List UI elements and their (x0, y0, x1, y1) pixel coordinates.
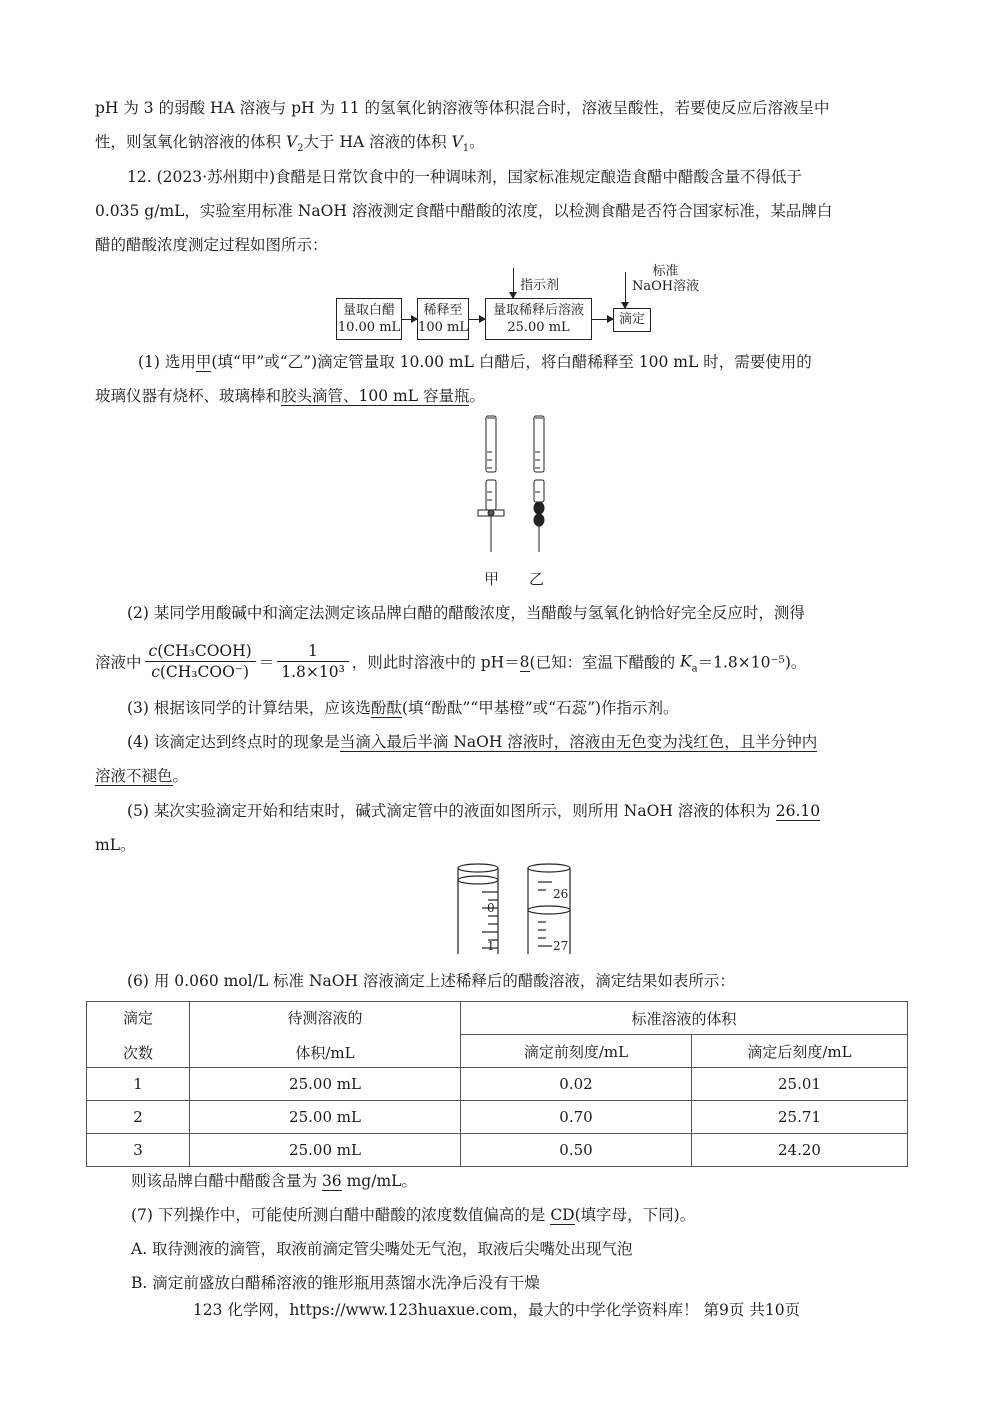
table-row: 1 25.00 mL 0.02 25.01 (87, 1068, 908, 1101)
value-fraction: $\frac{1}{\text{1.8×10³}}$ (277, 642, 349, 681)
header-standard: 标准溶液的体积 (461, 1002, 908, 1035)
answer-blank: 当滴入最后半滴 NaOH 溶液时，溶液由无色变为浅红色，且半分钟内 (339, 733, 818, 751)
text: 。 (469, 133, 485, 151)
answer-blank: 8 (519, 652, 530, 671)
tick-27: 27 (553, 939, 569, 953)
answer-blank: CD (550, 1206, 575, 1224)
answer-blank: 26.10 (775, 802, 821, 820)
header-before: 滴定前刻度/mL (461, 1035, 692, 1068)
std-arrow (625, 272, 626, 308)
burette-label-jia: 甲 (484, 570, 500, 588)
header-volume: 待测溶液的 体积/mL (190, 1002, 461, 1068)
flow-box-titrate: 滴定 (613, 308, 651, 332)
q12-line-1: 12. (2023·苏州期中)食醋是日常饮食中的一种调味剂，国家标准规定酿造食醋中醋酸含量不得低于 (127, 168, 803, 186)
sub: 1 (462, 143, 470, 155)
table-row: 2 25.00 mL 0.70 25.71 (87, 1101, 908, 1134)
burette-jia (478, 416, 504, 552)
indicator-arrow (513, 268, 514, 298)
p2-line-1: (2) 某同学用酸碱中和滴定法测定该品牌白醋的醋酸浓度，当醋酸与氢氧化钠恰好完全反应时，测得 (127, 604, 805, 622)
flow-arrow (469, 319, 485, 320)
answer-blank: 酚酞 (370, 699, 402, 717)
flow-box-measure: 量取白醋 10.00 mL (336, 298, 402, 340)
std-label: 标准 NaOH溶液 (632, 264, 700, 294)
tick-0: 0 (487, 901, 495, 915)
burette-yi (534, 416, 544, 552)
answer-blank: 36 (321, 1172, 342, 1190)
p4-line-2: 溶液不褪色。 (95, 767, 189, 785)
flow-arrow (402, 319, 417, 320)
burette-label-yi: 乙 (529, 570, 545, 588)
p1-line-2: 玻璃仪器有烧杯、玻璃棒和胶头滴管、100 mL 容量瓶。 (95, 387, 485, 405)
p7-line: (7) 下列操作中，可能使所测白醋中醋酸的浓度数值偏高的是 CD(填字母，下同)。 (131, 1206, 696, 1224)
answer-blank: 胶头滴管、100 mL 容量瓶 (281, 387, 470, 405)
p4-line-1: (4) 该滴定达到终点时的现象是当滴入最后半滴 NaOH 溶液时，溶液由无色变为浅红色，且半分钟内 (127, 733, 818, 751)
titration-table (86, 1001, 908, 1167)
flow-box-dilute: 稀释至 100 mL (417, 298, 469, 340)
p1-line-1: (1) 选用甲(填“甲”或“乙”)滴定管量取 10.00 mL 白醋后，将白醋稀释至 100 mL 时，需要使用的 (138, 353, 812, 371)
header-after: 滴定后刻度/mL (692, 1035, 908, 1068)
ratio-fraction: $\frac{\text{c(CH₃COOH)}}{\text{c(CH₃COO⁻)}}$ (145, 642, 256, 681)
var-v: V (285, 133, 298, 151)
p5-line-2: mL。 (95, 836, 136, 854)
answer-blank: 甲 (195, 353, 212, 371)
answer-blank: 溶液不褪色 (95, 767, 173, 785)
header-trial: 滴定 次数 (87, 1002, 190, 1068)
option-b: B. 滴定前盛放白醋稀溶液的锥形瓶用蒸馏水洗净后没有干燥 (131, 1274, 540, 1292)
intro-line-1 (95, 96, 830, 118)
table-row: 3 25.00 mL 0.50 24.20 (87, 1134, 908, 1167)
option-a: A. 取待测液的滴管，取液前滴定管尖嘴处无气泡，取液后尖嘴处出现气泡 (131, 1240, 633, 1258)
q12-line-2: 0.035 g/mL，实验室用标准 NaOH 溶液测定食醋中醋酸的浓度，以检测食醋是否符合国家标准，某品牌白 (95, 202, 833, 220)
page-footer: 123 化学网，https://www.123huaxue.com，最大的中学化学资料库！ 第9页 共10页 (192, 1301, 801, 1319)
sub: 2 (297, 143, 304, 155)
p6-result: 则该品牌白醋中醋酸含量为 36 mg/mL。 (131, 1172, 417, 1190)
burettes-figure (470, 412, 570, 588)
intro-line-2 (95, 130, 485, 154)
indicator-label: 指示剂 (520, 278, 560, 293)
text: 性，则氢氧化钠溶液的体积 (95, 133, 286, 151)
q12-line-3: 醋的醋酸浓度测定过程如图所示： (95, 236, 328, 254)
liquid-level-figure (452, 862, 582, 958)
p6-line: (6) 用 0.060 mol/L 标准 NaOH 溶液滴定上述稀释后的醋酸溶液，滴定结果如表所示： (127, 972, 735, 990)
tick-1: 1 (487, 939, 495, 953)
text: 大于 HA 溶液的体积 (303, 133, 452, 151)
p2-line-2: 溶液中 $\frac{\text{c(CH₃COOH)}}{\text{c(CH₃COO⁻)}}$ ＝ $\frac{1}{\text{1.8×10³}}$ ，则此时溶液中的 pH＝8(已知：室温下醋酸的 $K_a=1.8\times 10^{-5}$)。 (95, 642, 807, 681)
flow-box-aliquot: 量取稀释后溶液 25.00 mL (485, 298, 592, 340)
tick-26: 26 (553, 887, 569, 901)
p5-line-1: (5) 某次实验滴定开始和结束时，碱式滴定管中的液面如图所示，则所用 NaOH 溶液的体积为 26.10 (127, 802, 821, 820)
var-v: V (451, 133, 463, 151)
text: pH 为 3 的弱酸 HA 溶液与 pH 为 11 的氢氧化钠溶液等体积混合时，溶液呈酸性，若要使反应后溶液呈中 (95, 99, 830, 117)
flow-arrow (592, 319, 613, 320)
p3-line: (3) 根据该同学的计算结果，应该选酚酞(填“酚酞”“甲基橙”或“石蕊”)作指示剂。 (127, 699, 679, 717)
